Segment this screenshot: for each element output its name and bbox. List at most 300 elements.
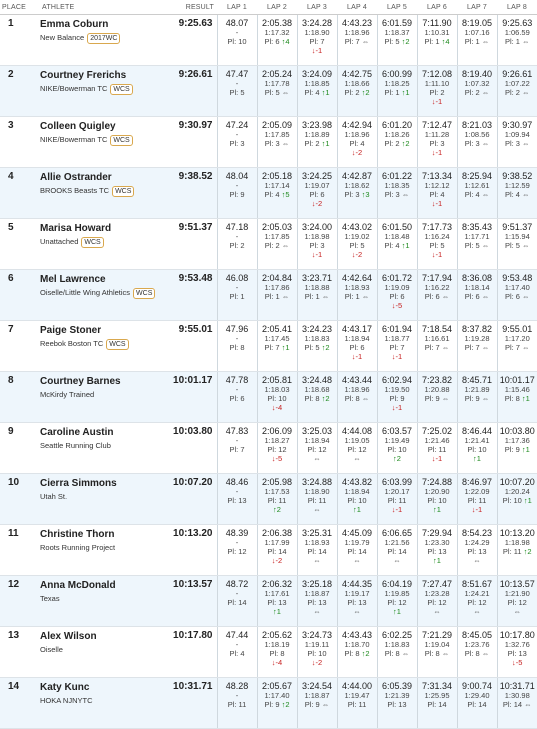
lap-time: 48.04 xyxy=(218,171,257,181)
table-row xyxy=(0,15,537,66)
lap-position: Pl: 3 xyxy=(418,139,457,148)
lap-position: Pl: 14 xyxy=(418,700,457,709)
athlete-name[interactable]: Caroline Austin xyxy=(40,426,170,439)
result-cell: 10:17.80 xyxy=(170,627,217,678)
athlete-cell xyxy=(40,474,170,525)
athlete-cell xyxy=(40,270,170,321)
lap-position: Pl: 10 xyxy=(298,649,337,658)
athlete-team: Unattached xyxy=(40,237,78,246)
position-change-indicator: ↑2 xyxy=(282,700,290,709)
lap-split: 1:10.31 xyxy=(418,28,457,37)
table-row xyxy=(0,627,537,678)
lap-split: 1:30.98 xyxy=(498,691,537,700)
lap-position-change: ↑1 xyxy=(258,607,297,616)
lap-time: 47.18 xyxy=(218,222,257,232)
lap-position: Pl: 11 xyxy=(218,700,257,709)
lap-split: 1:07.32 xyxy=(458,79,497,88)
qualifier-badge: 2017WC xyxy=(87,33,120,44)
lap-3-cell xyxy=(297,525,337,576)
lap-position-change xyxy=(458,46,497,55)
lap-6-cell xyxy=(417,117,457,168)
lap-split: 1:12.59 xyxy=(498,181,537,190)
lap-position: Pl: 2 ↑2 xyxy=(338,88,377,97)
lap-time: 3:24.48 xyxy=(298,375,337,385)
lap-split: 1:15.94 xyxy=(498,232,537,241)
place-cell: 9 xyxy=(0,423,40,474)
lap-position-change xyxy=(218,352,257,361)
lap-4-cell xyxy=(337,525,377,576)
lap-split: 1:16.24 xyxy=(418,232,457,241)
lap-split: 1:17.20 xyxy=(498,334,537,343)
lap-position: Pl: 12 xyxy=(258,445,297,454)
lap-time: 2:05.81 xyxy=(258,375,297,385)
lap-split: 1:18.94 xyxy=(298,436,337,445)
position-change-indicator: ↑1 xyxy=(402,241,410,250)
athlete-team-line xyxy=(40,439,170,453)
lap-split: 1:19.50 xyxy=(378,385,417,394)
qualifier-badge: WCS xyxy=(110,135,132,146)
lap-split: 1:18.94 xyxy=(338,487,377,496)
lap-position: Pl: 8 ⇔ xyxy=(338,394,377,403)
lap-time: 7:11.90 xyxy=(418,18,457,28)
lap-split: - xyxy=(218,232,257,241)
lap-6-cell xyxy=(417,321,457,372)
lap-4-cell xyxy=(337,270,377,321)
lap-8-cell xyxy=(497,168,537,219)
lap-split: 1:18.85 xyxy=(298,79,337,88)
lap-position-change xyxy=(218,658,257,667)
result-cell: 10:13.57 xyxy=(170,576,217,627)
position-change-indicator: ⇔ xyxy=(482,190,490,199)
position-change-indicator: ↑1 xyxy=(522,445,530,454)
lap-time: 7:27.47 xyxy=(418,579,457,589)
lap-position: Pl: 14 xyxy=(378,547,417,556)
lap-2-cell xyxy=(257,423,297,474)
lap-time: 7:21.29 xyxy=(418,630,457,640)
lap-split: 1:19.79 xyxy=(338,538,377,547)
lap-split: - xyxy=(218,28,257,37)
athlete-name[interactable]: Cierra Simmons xyxy=(40,477,170,490)
header-lap-3: LAP 3 xyxy=(297,0,337,15)
lap-5-cell xyxy=(377,117,417,168)
lap-position-change: ⇔ xyxy=(338,454,377,463)
lap-position: Pl: 13 xyxy=(218,496,257,505)
lap-4-cell xyxy=(337,423,377,474)
lap-position: Pl: 2 xyxy=(218,241,257,250)
lap-7-cell xyxy=(457,474,497,525)
lap-5-cell xyxy=(377,576,417,627)
lap-position: Pl: 9 ↑2 xyxy=(258,700,297,709)
table-row xyxy=(0,270,537,321)
lap-time: 8:45.05 xyxy=(458,630,497,640)
position-change-indicator: ⇔ xyxy=(322,700,330,709)
result-cell: 9:30.97 xyxy=(170,117,217,168)
lap-7-cell xyxy=(457,270,497,321)
lap-split: 1:17.78 xyxy=(258,79,297,88)
lap-time: 3:25.03 xyxy=(298,426,337,436)
lap-split: - xyxy=(218,181,257,190)
lap-position: Pl: 5 ↑2 xyxy=(298,343,337,352)
lap-4-cell xyxy=(337,678,377,729)
lap-time: 6:01.50 xyxy=(378,222,417,232)
lap-2-cell xyxy=(257,66,297,117)
lap-split: 1:18.96 xyxy=(338,385,377,394)
lap-time: 47.47 xyxy=(218,69,257,79)
lap-position: Pl: 8 xyxy=(218,343,257,352)
lap-position-change: ↓-1 xyxy=(418,250,457,259)
result-cell: 9:25.63 xyxy=(170,15,217,66)
lap-position-change: ↓-1 xyxy=(418,454,457,463)
athlete-team-line xyxy=(40,694,170,708)
lap-split: 1:17.40 xyxy=(258,691,297,700)
athlete-name[interactable]: Christine Thorn xyxy=(40,528,170,541)
position-change-indicator: ⇔ xyxy=(402,190,410,199)
lap-split: 1:21.89 xyxy=(458,385,497,394)
lap-6-cell xyxy=(417,270,457,321)
lap-1-cell xyxy=(217,423,257,474)
athlete-name[interactable]: Paige Stoner xyxy=(40,324,170,337)
lap-position-change xyxy=(258,250,297,259)
lap-split: 1:11.28 xyxy=(418,130,457,139)
lap-position: Pl: 2 ⇔ xyxy=(458,88,497,97)
lap-1-cell xyxy=(217,372,257,423)
lap-2-cell xyxy=(257,372,297,423)
lap-time: 3:25.31 xyxy=(298,528,337,538)
lap-position-change xyxy=(378,148,417,157)
lap-time: 9:38.52 xyxy=(498,171,537,181)
lap-position-change xyxy=(338,709,377,718)
lap-split: 1:17.40 xyxy=(498,283,537,292)
lap-position: Pl: 11 xyxy=(458,496,497,505)
header-lap-6: LAP 6 xyxy=(417,0,457,15)
lap-position-change xyxy=(498,250,537,259)
athlete-name[interactable]: Katy Kunc xyxy=(40,681,170,694)
lap-7-cell xyxy=(457,678,497,729)
lap-position-change: ↓-1 xyxy=(378,403,417,412)
position-change-indicator: ↑1 xyxy=(402,88,410,97)
lap-position-change xyxy=(458,352,497,361)
lap-time: 47.44 xyxy=(218,630,257,640)
lap-time: 10:13.20 xyxy=(498,528,537,538)
athlete-team: Texas xyxy=(40,594,60,603)
lap-position: Pl: 10 xyxy=(378,445,417,454)
lap-position-change xyxy=(218,199,257,208)
lap-time: 7:17.94 xyxy=(418,273,457,283)
lap-position-change xyxy=(498,199,537,208)
lap-time: 2:05.38 xyxy=(258,18,297,28)
lap-split: 1:17.36 xyxy=(498,436,537,445)
lap-split: 1:11.10 xyxy=(418,79,457,88)
lap-2-cell xyxy=(257,168,297,219)
lap-split: 1:16.22 xyxy=(418,283,457,292)
lap-time: 2:06.38 xyxy=(258,528,297,538)
lap-time: 3:23.98 xyxy=(298,120,337,130)
lap-split: 1:25.95 xyxy=(418,691,457,700)
lap-2-cell xyxy=(257,627,297,678)
lap-3-cell xyxy=(297,474,337,525)
lap-5-cell xyxy=(377,321,417,372)
athlete-team: HOKA NJNYTC xyxy=(40,696,93,705)
lap-6-cell xyxy=(417,627,457,678)
lap-split: - xyxy=(218,283,257,292)
athlete-name[interactable]: Mel Lawrence xyxy=(40,273,170,286)
position-change-indicator: ↑2 xyxy=(322,343,330,352)
lap-time: 3:23.71 xyxy=(298,273,337,283)
lap-time: 2:05.67 xyxy=(258,681,297,691)
lap-position: Pl: 1 ↑1 xyxy=(378,88,417,97)
position-change-indicator: ⇔ xyxy=(442,394,450,403)
lap-2-cell xyxy=(257,474,297,525)
lap-position-change: ↑1 xyxy=(458,454,497,463)
lap-position-change xyxy=(218,97,257,106)
athlete-name[interactable]: Marisa Howard xyxy=(40,222,170,235)
table-row xyxy=(0,372,537,423)
lap-time: 48.07 xyxy=(218,18,257,28)
lap-time: 4:42.94 xyxy=(338,120,377,130)
lap-position: Pl: 5 ⇔ xyxy=(498,241,537,250)
lap-4-cell xyxy=(337,321,377,372)
place-cell: 13 xyxy=(0,627,40,678)
athlete-team: McKirdy Trained xyxy=(40,390,94,399)
lap-position-change: ⇔ xyxy=(458,607,497,616)
lap-position-change: ↓-4 xyxy=(258,658,297,667)
lap-position-change xyxy=(298,709,337,718)
header-athlete: ATHLETE xyxy=(40,0,170,15)
header-lap-2: LAP 2 xyxy=(257,0,297,15)
lap-position: Pl: 6 xyxy=(338,343,377,352)
lap-position: Pl: 1 ⇔ xyxy=(498,37,537,46)
lap-position: Pl: 2 ⇔ xyxy=(258,241,297,250)
lap-time: 10:07.20 xyxy=(498,477,537,487)
lap-split: 1:29.40 xyxy=(458,691,497,700)
athlete-name[interactable]: Emma Coburn xyxy=(40,18,170,31)
lap-time: 2:06.09 xyxy=(258,426,297,436)
lap-split: 1:20.88 xyxy=(418,385,457,394)
result-cell: 9:26.61 xyxy=(170,66,217,117)
lap-position: Pl: 3 ⇔ xyxy=(258,139,297,148)
lap-position-change xyxy=(458,148,497,157)
lap-position: Pl: 4 ↑5 xyxy=(258,190,297,199)
header-lap-8: LAP 8 xyxy=(497,0,537,15)
position-change-indicator: ⇔ xyxy=(282,88,290,97)
lap-time: 7:23.82 xyxy=(418,375,457,385)
lap-split: 1:21.39 xyxy=(378,691,417,700)
lap-position-change xyxy=(258,709,297,718)
lap-7-cell xyxy=(457,576,497,627)
lap-position: Pl: 6 ⇔ xyxy=(458,292,497,301)
place-cell: 7 xyxy=(0,321,40,372)
lap-position: Pl: 10 ↑1 xyxy=(498,496,537,505)
lap-6-cell xyxy=(417,168,457,219)
lap-split: 1:17.86 xyxy=(258,283,297,292)
lap-position-change xyxy=(218,46,257,55)
lap-position: Pl: 10 xyxy=(338,496,377,505)
lap-position: Pl: 10 xyxy=(258,394,297,403)
lap-4-cell xyxy=(337,168,377,219)
lap-split: 1:18.96 xyxy=(338,130,377,139)
lap-position: Pl: 3 ⇔ xyxy=(378,190,417,199)
lap-position: Pl: 13 xyxy=(498,649,537,658)
lap-split: 1:16.61 xyxy=(418,334,457,343)
lap-position-change xyxy=(378,709,417,718)
lap-time: 48.28 xyxy=(218,681,257,691)
lap-7-cell xyxy=(457,66,497,117)
lap-split: 1:21.56 xyxy=(378,538,417,547)
lap-time: 4:44.35 xyxy=(338,579,377,589)
lap-time: 8:51.67 xyxy=(458,579,497,589)
lap-split: 1:18.83 xyxy=(298,334,337,343)
lap-position-change xyxy=(458,250,497,259)
athlete-name[interactable]: Anna McDonald xyxy=(40,579,170,592)
lap-position-change: ↑1 xyxy=(378,607,417,616)
lap-position: Pl: 5 xyxy=(418,241,457,250)
lap-split: 1:18.19 xyxy=(258,640,297,649)
position-change-indicator: ⇔ xyxy=(442,292,450,301)
athlete-name[interactable]: Courtney Barnes xyxy=(40,375,170,388)
position-change-indicator: ↑1 xyxy=(322,88,330,97)
lap-time: 48.39 xyxy=(218,528,257,538)
athlete-name[interactable]: Courtney Frerichs xyxy=(40,69,170,82)
result-cell: 9:53.48 xyxy=(170,270,217,321)
lap-time: 9:26.61 xyxy=(498,69,537,79)
lap-split: 1:23.28 xyxy=(418,589,457,598)
lap-split: 1:18.48 xyxy=(378,232,417,241)
lap-8-cell xyxy=(497,372,537,423)
table-row xyxy=(0,576,537,627)
athlete-cell xyxy=(40,525,170,576)
athlete-cell xyxy=(40,117,170,168)
lap-6-cell xyxy=(417,474,457,525)
lap-position: Pl: 4 ↑1 xyxy=(298,88,337,97)
lap-time: 47.83 xyxy=(218,426,257,436)
lap-position: Pl: 11 ↑2 xyxy=(498,547,537,556)
athlete-team-line xyxy=(40,337,170,351)
lap-position-change xyxy=(218,403,257,412)
lap-5-cell xyxy=(377,423,417,474)
place-cell: 4 xyxy=(0,168,40,219)
lap-position: Pl: 4 ⇔ xyxy=(458,190,497,199)
lap-time: 48.46 xyxy=(218,477,257,487)
lap-position-change: ↓-1 xyxy=(378,352,417,361)
lap-position-change: ⇔ xyxy=(338,607,377,616)
lap-position: Pl: 11 xyxy=(298,496,337,505)
lap-split: 1:18.77 xyxy=(378,334,417,343)
lap-position-change xyxy=(418,352,457,361)
lap-time: 6:01.59 xyxy=(378,18,417,28)
lap-position: Pl: 9 xyxy=(378,394,417,403)
athlete-cell xyxy=(40,66,170,117)
position-change-indicator: ⇔ xyxy=(282,139,290,148)
lap-4-cell xyxy=(337,117,377,168)
athlete-cell xyxy=(40,576,170,627)
lap-7-cell xyxy=(457,627,497,678)
lap-position: Pl: 14 xyxy=(458,700,497,709)
position-change-indicator: ⇔ xyxy=(442,343,450,352)
lap-position: Pl: 2 ↑1 xyxy=(298,139,337,148)
lap-position-change: ⇔ xyxy=(338,556,377,565)
result-cell: 10:01.17 xyxy=(170,372,217,423)
lap-split: 1:06.59 xyxy=(498,28,537,37)
lap-split: 1:21.46 xyxy=(418,436,457,445)
athlete-cell xyxy=(40,219,170,270)
lap-3-cell xyxy=(297,168,337,219)
lap-split: 1:18.87 xyxy=(298,589,337,598)
lap-position: Pl: 8 ⇔ xyxy=(378,649,417,658)
athlete-team-line xyxy=(40,133,170,147)
lap-time: 3:24.23 xyxy=(298,324,337,334)
lap-time: 3:24.54 xyxy=(298,681,337,691)
lap-2-cell xyxy=(257,219,297,270)
lap-position-change xyxy=(498,301,537,310)
lap-position: Pl: 6 ⇔ xyxy=(418,292,457,301)
athlete-name[interactable]: Alex Wilson xyxy=(40,630,170,643)
position-change-indicator: ↑1 xyxy=(282,343,290,352)
lap-split: 1:32.76 xyxy=(498,640,537,649)
lap-time: 4:42.75 xyxy=(338,69,377,79)
position-change-indicator: ⇔ xyxy=(322,292,330,301)
lap-position-change: ⇔ xyxy=(298,607,337,616)
lap-time: 3:24.25 xyxy=(298,171,337,181)
lap-time: 7:31.34 xyxy=(418,681,457,691)
lap-1-cell xyxy=(217,168,257,219)
position-change-indicator: ⇔ xyxy=(522,190,530,199)
athlete-team: Oiselle xyxy=(40,645,63,654)
lap-position: Pl: 5 ⇔ xyxy=(258,88,297,97)
lap-time: 3:25.18 xyxy=(298,579,337,589)
lap-8-cell xyxy=(497,423,537,474)
lap-position: Pl: 8 xyxy=(258,649,297,658)
lap-8-cell xyxy=(497,66,537,117)
lap-split: 1:09.94 xyxy=(498,130,537,139)
lap-3-cell xyxy=(297,219,337,270)
athlete-name[interactable]: Colleen Quigley xyxy=(40,120,170,133)
lap-split: 1:18.03 xyxy=(258,385,297,394)
lap-position-change xyxy=(338,658,377,667)
athlete-team: NIKE/Bowerman TC xyxy=(40,135,107,144)
lap-split: 1:18.89 xyxy=(298,130,337,139)
lap-position-change xyxy=(218,148,257,157)
lap-8-cell xyxy=(497,270,537,321)
athlete-name[interactable]: Allie Ostrander xyxy=(40,171,170,184)
lap-time: 7:18.54 xyxy=(418,324,457,334)
lap-position: Pl: 7 ⇔ xyxy=(458,343,497,352)
lap-time: 2:05.09 xyxy=(258,120,297,130)
lap-split: 1:23.30 xyxy=(418,538,457,547)
lap-position: Pl: 13 xyxy=(418,547,457,556)
lap-position: Pl: 13 xyxy=(338,598,377,607)
lap-position: Pl: 7 xyxy=(298,37,337,46)
lap-position-change xyxy=(378,250,417,259)
lap-split: 1:19.04 xyxy=(418,640,457,649)
position-change-indicator: ⇔ xyxy=(402,649,410,658)
lap-position-change xyxy=(498,505,537,514)
lap-7-cell xyxy=(457,321,497,372)
lap-position-change: ↓-1 xyxy=(418,97,457,106)
lap-time: 46.08 xyxy=(218,273,257,283)
lap-position-change xyxy=(498,556,537,565)
lap-split: 1:19.17 xyxy=(338,589,377,598)
place-cell: 6 xyxy=(0,270,40,321)
lap-position-change xyxy=(218,505,257,514)
lap-position-change: ↓-2 xyxy=(298,199,337,208)
lap-time: 6:01.22 xyxy=(378,171,417,181)
lap-position-change xyxy=(378,199,417,208)
position-change-indicator: ↑2 xyxy=(322,394,330,403)
lap-time: 7:12.08 xyxy=(418,69,457,79)
lap-split: - xyxy=(218,589,257,598)
lap-position-change xyxy=(258,352,297,361)
lap-split: 1:18.98 xyxy=(498,538,537,547)
